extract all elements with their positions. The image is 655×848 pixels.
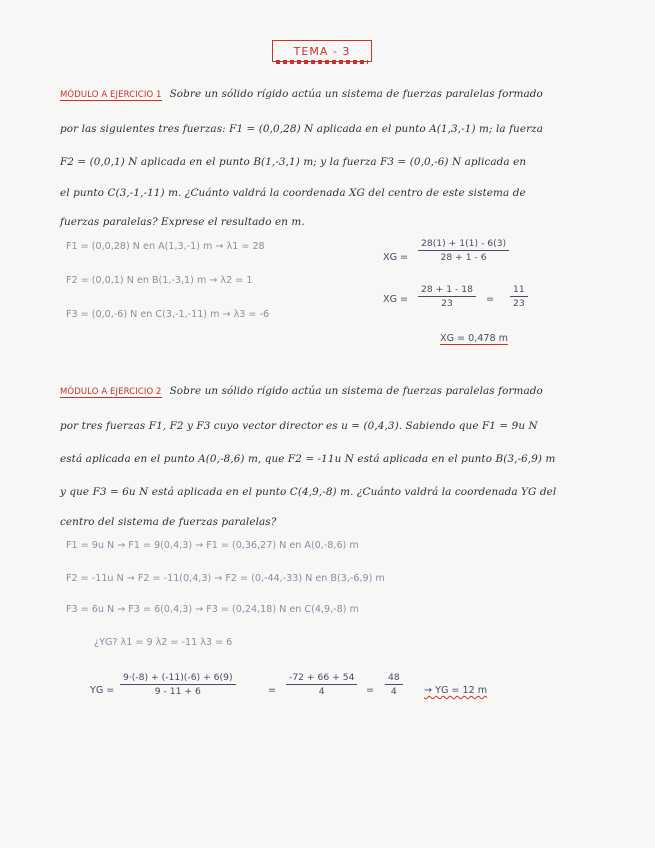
ex1-xg-label: XG = <box>383 252 409 263</box>
ex2-work-3: F3 = 6u N → F3 = 6(0,4,3) → F3 = (0,24,18) N en C(4,9,-8) m <box>66 604 359 615</box>
ex1-heading: MÓDULO A EJERCICIO 1 <box>60 90 162 100</box>
ex2-line-4: y que F3 = 6u N está aplicada en el punto C(4,9,-8) m. ¿Cuánto valdrá la coordenada YG del <box>60 486 557 498</box>
ex2-work-2: F2 = -11u N → F2 = -11(0,4,3) → F2 = (0,-44,-33) N en B(3,-6,9) m <box>66 573 385 584</box>
ex1-line-1: MÓDULO A EJERCICIO 1 Sobre un sólido rígido actúa un sistema de fuerzas paralelas formado <box>60 88 543 100</box>
ex2-work-1: F1 = 9u N → F1 = 9(0,4,3) → F1 = (0,36,27) N en A(0,-8,6) m <box>66 540 359 551</box>
ex2-line-2: por tres fuerzas F1, F2 y F3 cuyo vector director es u = (0,4,3). Sabiendo que F1 = 9u N <box>60 420 538 432</box>
ex2-question: ¿YG? λ1 = 9 λ2 = -11 λ3 = 6 <box>94 637 233 648</box>
ex2-equals-1: = <box>268 685 277 696</box>
ex1-equals: = <box>486 294 495 305</box>
ex1-line-4: el punto C(3,-1,-11) m. ¿Cuánto valdrá la coordenada XG del centro de este sistema de <box>60 187 526 199</box>
ex2-line-3: está aplicada en el punto A(0,-8,6) m, que F2 = -11u N está aplicada en el punto B(3,-6,9) m <box>60 453 556 465</box>
ex2-yg-label: YG = <box>90 685 115 696</box>
ex2-equals-2: = <box>366 685 375 696</box>
ex2-fraction-1: $\frac{9\cdot(-8) + (-11)(-6) + 6(9)}{9 - 11 + 6}$ <box>120 672 236 697</box>
ex1-xg-label-2: XG = <box>383 294 409 305</box>
ex2-fraction-3: $\frac{48}{4}$ <box>385 672 403 697</box>
ex2-result: → YG = 12 m <box>424 685 488 696</box>
ex1-fraction-1: $\frac{28(1) + 1(1) - 6(3)}{28 + 1 - 6}$ <box>418 238 509 263</box>
page-title: TEMA - 3 <box>272 40 372 62</box>
title-underline-decoration <box>276 60 368 64</box>
ex1-work-2: F2 = (0,0,1) N en B(1,-3,1) m → λ2 = 1 <box>66 275 253 286</box>
ex1-work-1: F1 = (0,0,28) N en A(1,3,-1) m → λ1 = 28 <box>66 241 265 252</box>
ex1-result: XG = 0,478 m <box>440 333 509 344</box>
ex2-fraction-2: $\frac{-72 + 66 + 54}{4}$ <box>286 672 357 697</box>
ex1-work-3: F3 = (0,0,-6) N en C(3,-1,-11) m → λ3 = -6 <box>66 309 270 320</box>
ex1-line-3: F2 = (0,0,1) N aplicada en el punto B(1,-3,1) m; y la fuerza F3 = (0,0,-6) N aplicada en <box>60 156 527 168</box>
ex1-line-2: por las siguientes tres fuerzas: F1 = (0,0,28) N aplicada en el punto A(1,3,-1) m; la fuerza <box>60 123 544 135</box>
ex2-line-1: MÓDULO A EJERCICIO 2 Sobre un sólido rígido actúa un sistema de fuerzas paralelas formado <box>60 385 543 397</box>
ex1-fraction-2: $\frac{28 + 1 - 18}{23}$ <box>418 284 476 309</box>
ex2-heading: MÓDULO A EJERCICIO 2 <box>60 387 162 397</box>
ex1-line-5: fuerzas paralelas? Exprese el resultado en m. <box>60 216 305 228</box>
ex2-line-5: centro del sistema de fuerzas paralelas? <box>60 516 277 528</box>
ex1-fraction-3: $\frac{11}{23}$ <box>510 284 528 309</box>
